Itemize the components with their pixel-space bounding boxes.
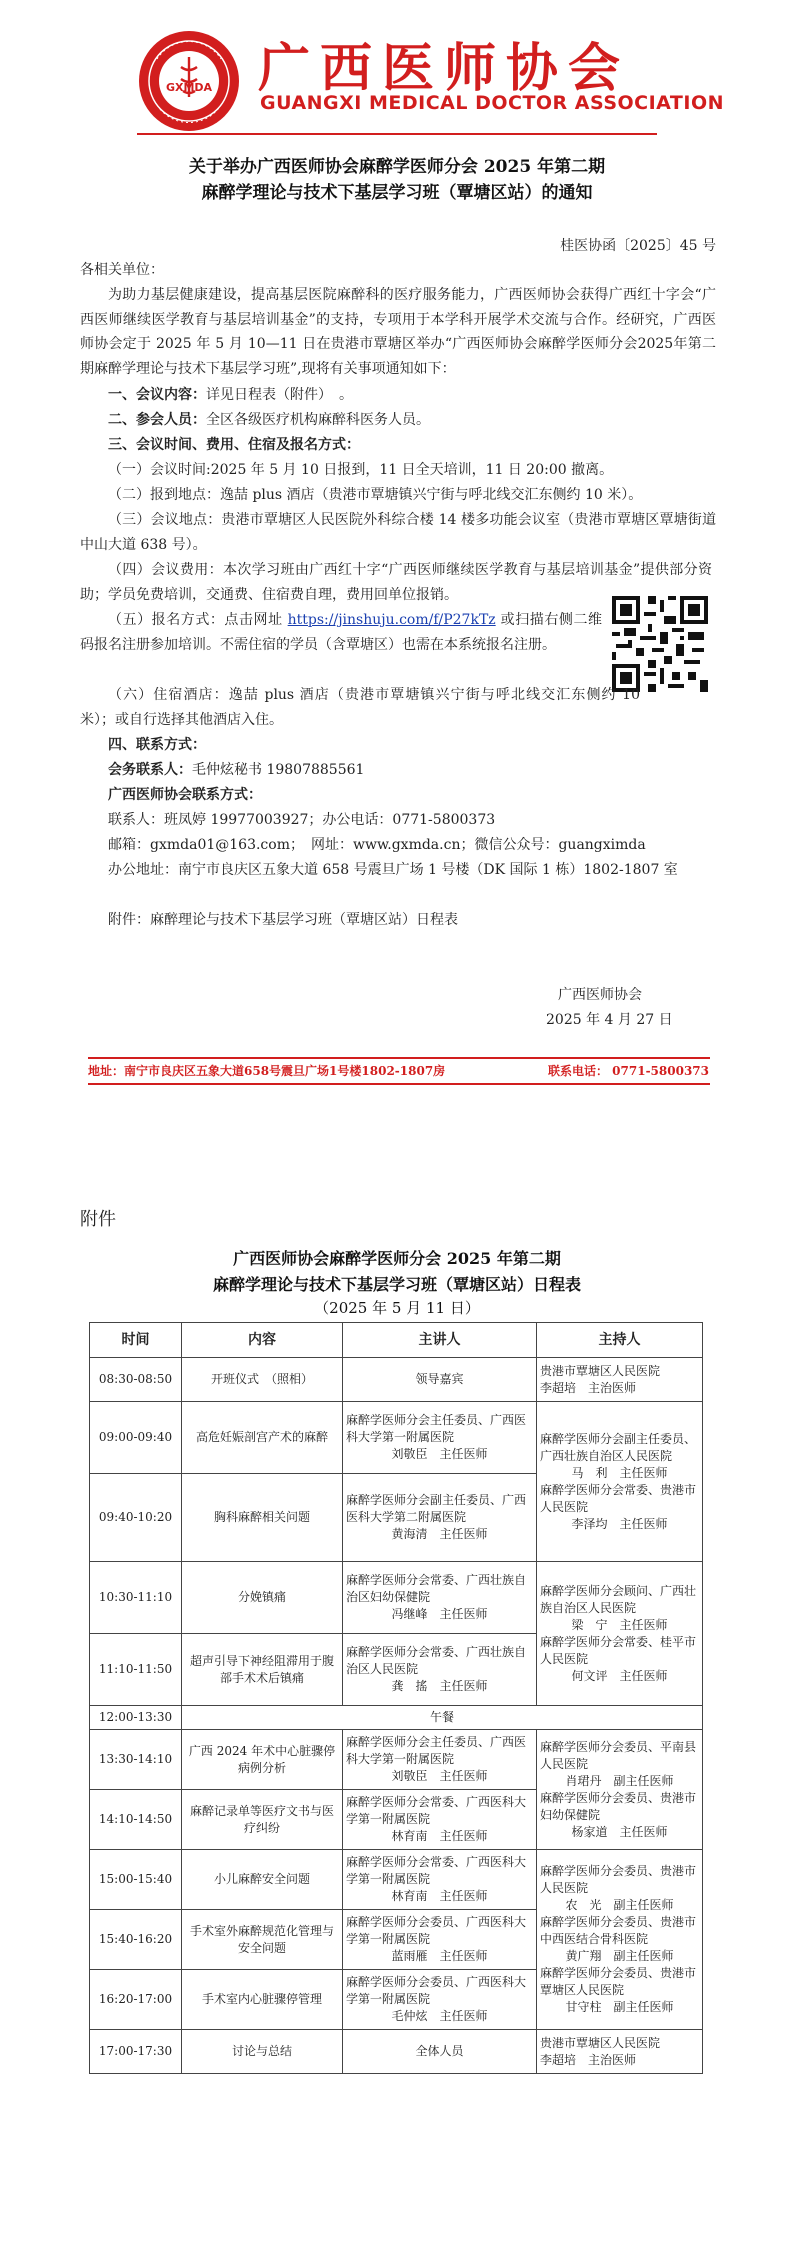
host-line: 麻醉学医师分会委员、贵港市覃塘区人民医院 bbox=[540, 1966, 697, 1997]
host-line: 贵港市覃塘区人民医院 bbox=[540, 1363, 661, 1378]
table-row-lunch bbox=[90, 1706, 703, 1730]
row-speaker bbox=[343, 1358, 537, 1402]
row-time: 12:00-13:30 bbox=[90, 1706, 182, 1730]
host-line: 马 利 主任医师 bbox=[571, 1465, 668, 1480]
table-row bbox=[90, 1358, 703, 1402]
speaker-line: 蓝雨雁 主任医师 bbox=[391, 1949, 488, 1963]
row-time: 15:00-15:40 bbox=[90, 1850, 182, 1910]
section-1-text: 详见日程表（附件） 。 bbox=[206, 387, 353, 403]
col-header-speaker: 主讲人 bbox=[343, 1323, 537, 1358]
contact-1-text: 毛仲炫秘书 19807885561 bbox=[192, 762, 365, 778]
speaker-line: 林育南 主任医师 bbox=[391, 1889, 488, 1903]
signature-date: 2025 年 4 月 27 日 bbox=[546, 1012, 673, 1028]
row-speaker bbox=[343, 1850, 537, 1910]
host-line: 何文评 主任医师 bbox=[571, 1668, 668, 1683]
schedule-table bbox=[89, 1322, 703, 2074]
row-speaker bbox=[343, 2030, 537, 2074]
notice-title-line1: 关于举办广西医师协会麻醉学医师分会 2025 年第二期 bbox=[188, 157, 606, 177]
host-line: 贵港市覃塘区人民医院 bbox=[540, 2035, 661, 2050]
host-line: 甘守柱 副主任医师 bbox=[565, 2000, 674, 2014]
section-3-item-1: （一）会议时间:2025 年 5 月 10 日报到，11 日全天培训，11 日 20:00 撤离。 bbox=[108, 462, 614, 478]
speaker-line: 麻醉学医师分会副主任委员、广西医科大学第二附属医院 bbox=[346, 1493, 527, 1524]
table-row bbox=[90, 1402, 703, 1474]
notice-title-line2: 麻醉学理论与技术下基层学习班（覃塘区站）的通知 bbox=[201, 183, 593, 203]
speaker-line: 林育南 主任医师 bbox=[391, 1829, 488, 1843]
row-time: 13:30-14:10 bbox=[90, 1730, 182, 1790]
row-time: 17:00-17:30 bbox=[90, 2030, 182, 2074]
row-host bbox=[537, 1850, 703, 2030]
contact-2-head: 广西医师协会联系方式： bbox=[108, 787, 262, 803]
contact-2-line2: 邮箱：gxmda01@163.com； 网址：www.gxmda.cn；微信公众号：guangximda bbox=[108, 837, 646, 853]
association-logo bbox=[137, 29, 241, 133]
row-speaker bbox=[343, 1562, 537, 1634]
row-topic: 手术室外麻醉规范化管理与安全问题 bbox=[182, 1910, 343, 1970]
salutation: 各相关单位： bbox=[80, 262, 164, 278]
row-speaker bbox=[343, 1910, 537, 1970]
row-topic: 超声引导下神经阻滞用于腹部手术术后镇痛 bbox=[182, 1634, 343, 1706]
row-time: 11:10-11:50 bbox=[90, 1634, 182, 1706]
host-line: 李超培 主治医师 bbox=[540, 1380, 637, 1395]
col-header-host: 主持人 bbox=[537, 1323, 703, 1358]
annex-title-line1: 广西医师协会麻醉学医师分会 2025 年第二期 bbox=[233, 1249, 561, 1268]
host-line: 李泽均 主任医师 bbox=[571, 1516, 668, 1531]
speaker-line: 黄海清 主任医师 bbox=[391, 1527, 488, 1541]
host-line: 麻醉学医师分会委员、贵港市人民医院 bbox=[540, 1864, 697, 1895]
row-time: 09:00-09:40 bbox=[90, 1402, 182, 1474]
col-header-topic: 内容 bbox=[182, 1323, 343, 1358]
signup-qr-code[interactable] bbox=[612, 596, 708, 692]
row-time: 10:30-11:10 bbox=[90, 1562, 182, 1634]
header-divider bbox=[137, 133, 657, 135]
host-line: 农 光 副主任医师 bbox=[565, 1898, 674, 1912]
host-line: 杨家道 主任医师 bbox=[571, 1824, 668, 1839]
row-host bbox=[537, 2030, 703, 2074]
speaker-line: 毛仲炫 主任医师 bbox=[391, 2009, 488, 2023]
row-host bbox=[537, 1358, 703, 1402]
footer-phone: 联系电话： 0771-5800373 bbox=[548, 1064, 710, 1078]
org-name-cn: 广西医师协会 bbox=[258, 38, 631, 99]
attachment-note: 附件：麻醉理论与技术下基层学习班（覃塘区站）日程表 bbox=[108, 912, 458, 928]
logo-text: GXMDA bbox=[165, 81, 213, 94]
speaker-line: 麻醉学医师分会委员、广西医科大学第一附属医院 bbox=[346, 1975, 527, 2006]
row-topic: 讨论与总结 bbox=[182, 2030, 343, 2074]
contact-1-label: 会务联系人： bbox=[108, 762, 192, 778]
row-topic: 高危妊娠剖宫产术的麻醉 bbox=[182, 1402, 343, 1474]
row-speaker bbox=[343, 1730, 537, 1790]
row-host bbox=[537, 1402, 703, 1562]
speaker-line: 麻醉学医师分会常委、广西医科大学第一附属医院 bbox=[346, 1795, 527, 1826]
speaker-line: 麻醉学医师分会常委、广西壮族自治区人民医院 bbox=[346, 1645, 527, 1676]
col-header-time: 时间 bbox=[90, 1323, 182, 1358]
row-speaker bbox=[343, 1790, 537, 1850]
section-2-text: 全区各级医疗机构麻醉科医务人员。 bbox=[206, 412, 430, 428]
annex-label: 附件 bbox=[80, 1209, 116, 1230]
section-3-item-3: （三）会议地点：贵港市覃塘区人民医院外科综合楼 14 楼多功能会议室（贵港市覃塘区覃塘街道中山大道 638 号）。 bbox=[80, 512, 716, 553]
host-line: 梁 宁 主任医师 bbox=[571, 1617, 668, 1632]
signup-link[interactable]: https://jinshuju.com/f/P27kTz bbox=[287, 612, 496, 628]
row-speaker bbox=[343, 1474, 537, 1562]
annex-title-line2: 麻醉学理论与技术下基层学习班（覃塘区站）日程表 bbox=[212, 1275, 581, 1294]
host-line: 黄广翔 副主任医师 bbox=[565, 1949, 674, 1963]
section-2 bbox=[108, 408, 430, 432]
row-speaker bbox=[343, 1634, 537, 1706]
org-name-en: GUANGXI MEDICAL DOCTOR ASSOCIATION bbox=[260, 92, 724, 114]
section-4-head: 四、联系方式： bbox=[108, 737, 206, 753]
speaker-line: 龚 搖 主任医师 bbox=[391, 1679, 488, 1693]
speaker-line: 冯继峰 主任医师 bbox=[391, 1607, 488, 1621]
table-row bbox=[90, 1850, 703, 1910]
host-line: 麻醉学医师分会常委、桂平市人民医院 bbox=[540, 1634, 697, 1666]
section-3-item-6: （六）住宿酒店：逸喆 plus 酒店（贵港市覃塘镇兴宁街与呼北线交汇东侧约 10 米）；或自行选择其他酒店入住。 bbox=[80, 687, 640, 728]
speaker-line: 麻醉学医师分会常委、广西壮族自治区妇幼保健院 bbox=[346, 1573, 527, 1604]
row-time: 14:10-14:50 bbox=[90, 1790, 182, 1850]
host-line: 李超培 主治医师 bbox=[540, 2052, 637, 2067]
speaker-line: 麻醉学医师分会常委、广西医科大学第一附属医院 bbox=[346, 1855, 527, 1886]
doc-number: 桂医协函〔2025〕45 号 bbox=[560, 238, 716, 254]
speaker-line: 麻醉学医师分会主任委员、广西医科大学第一附属医院 bbox=[346, 1735, 527, 1766]
row-time: 15:40-16:20 bbox=[90, 1910, 182, 1970]
row-speaker bbox=[343, 1970, 537, 2030]
section-3-item-2: （二）报到地点：逸喆 plus 酒店（贵港市覃塘镇兴宁街与呼北线交汇东侧约 10 米）。 bbox=[108, 487, 643, 503]
host-line: 麻醉学医师分会顾问、广西壮族自治区人民医院 bbox=[540, 1583, 697, 1615]
footer-divider-top bbox=[88, 1057, 710, 1059]
footer-divider-bottom bbox=[88, 1083, 710, 1085]
table-row bbox=[90, 1730, 703, 1790]
speaker-line: 麻醉学医师分会委员、广西医科大学第一附属医院 bbox=[346, 1915, 527, 1946]
contact-2-line1: 联系人：班凤婷 19977003927；办公电话：0771-5800373 bbox=[108, 812, 496, 828]
schedule-header-row bbox=[90, 1323, 703, 1358]
host-line: 麻醉学医师分会委员、贵港市中西医结合骨科医院 bbox=[540, 1915, 697, 1946]
section-2-head: 二、参会人员： bbox=[108, 412, 206, 428]
row-topic: 手术室内心脏骤停管理 bbox=[182, 1970, 343, 2030]
speaker-line: 刘敬臣 主任医师 bbox=[391, 1447, 488, 1461]
row-speaker bbox=[343, 1402, 537, 1474]
speaker-line: 领导嘉宾 bbox=[415, 1372, 464, 1386]
row-topic: 麻醉记录单等医疗文书与医疗纠纷 bbox=[182, 1790, 343, 1850]
table-row bbox=[90, 2030, 703, 2074]
row-host bbox=[537, 1562, 703, 1706]
host-line: 麻醉学医师分会委员、平南县人民医院 bbox=[540, 1739, 697, 1771]
row-topic: 分娩镇痛 bbox=[182, 1562, 343, 1634]
host-line: 麻醉学医师分会常委、贵港市人民医院 bbox=[540, 1482, 697, 1514]
section-1-head: 一、会议内容： bbox=[108, 387, 206, 403]
speaker-line: 全体人员 bbox=[415, 2044, 464, 2058]
annex-date: （2025 年 5 月 11 日） bbox=[314, 1299, 480, 1317]
contact-1 bbox=[108, 758, 364, 782]
section-1 bbox=[108, 383, 353, 407]
contact-2-line3: 办公地址：南宁市良庆区五象大道 658 号震旦广场 1 号楼（DK 国际 1 栋）1802-1807 室 bbox=[108, 862, 678, 878]
section-3-item-4: （四）会议费用：本次学习班由广西红十字“广西医师继续医学教育与基层培训基金”提供部分资助；学员免费培训，交通费、住宿费自理，费用回单位报销。 bbox=[80, 562, 712, 603]
signup-text-post: 或扫描右侧二维码报名注册参加培训。不需住宿的学员（含覃塘区）也需在本系统报名注册。 bbox=[80, 612, 602, 653]
section-3-item-5 bbox=[80, 608, 602, 657]
row-time: 09:40-10:20 bbox=[90, 1474, 182, 1562]
row-topic: 胸科麻醉相关问题 bbox=[182, 1474, 343, 1562]
host-line: 麻醉学医师分会委员、贵港市妇幼保健院 bbox=[540, 1790, 697, 1822]
row-host bbox=[537, 1730, 703, 1850]
row-topic: 小儿麻醉安全问题 bbox=[182, 1850, 343, 1910]
intro-paragraph: 为助力基层健康建设，提高基层医院麻醉科的医疗服务能力，广西医师协会获得广西红十字会“广西医师继续医学教育与基层培训基金”的支持，专项用于本学科开展学术交流与合作。经研究，广西医师协会定于 2025 年 5 月 10—11 日在贵港市覃塘区举办“广西医师协会麻醉学医师分会2025年第二期麻醉学理论与技术下基层学习班”,现将有关事项通知如下： bbox=[80, 287, 716, 377]
footer-address: 地址：南宁市良庆区五象大道658号震旦广场1号楼1802-1807房 bbox=[88, 1064, 446, 1078]
row-time: 08:30-08:50 bbox=[90, 1358, 182, 1402]
row-topic: 开班仪式 （照相） bbox=[182, 1358, 343, 1402]
signature-org: 广西医师协会 bbox=[558, 987, 642, 1003]
speaker-line: 麻醉学医师分会主任委员、广西医科大学第一附属医院 bbox=[346, 1413, 527, 1444]
speaker-line: 刘敬臣 主任医师 bbox=[391, 1769, 488, 1783]
row-time: 16:20-17:00 bbox=[90, 1970, 182, 2030]
row-topic: 广西 2024 年术中心脏骤停病例分析 bbox=[182, 1730, 343, 1790]
signup-text-pre: （五）报名方式：点击网址 bbox=[108, 612, 288, 628]
section-3-head: 三、会议时间、费用、住宿及报名方式： bbox=[108, 437, 360, 453]
host-line: 麻醉学医师分会副主任委员、广西壮族自治区人民医院 bbox=[540, 1431, 697, 1463]
lunch-break: 午餐 bbox=[182, 1706, 703, 1730]
host-line: 肖珺丹 副主任医师 bbox=[565, 1773, 674, 1788]
table-row bbox=[90, 1562, 703, 1634]
